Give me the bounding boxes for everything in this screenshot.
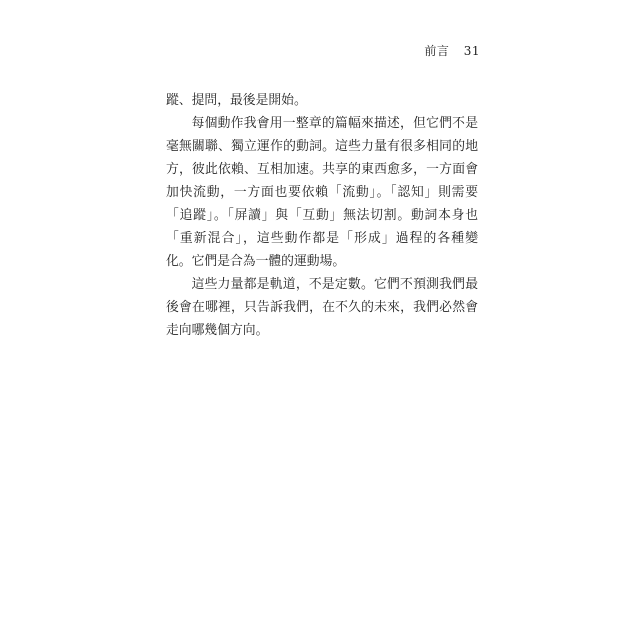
section-title: 前言 xyxy=(424,44,450,58)
paragraph-2: 每個動作我會用一整章的篇幅來描述，但它們不是毫無關聯、獨立運作的動詞。這些力量有很多相同的地方，彼此依賴、互相加速。共享的東西愈多，一方面會加快流動，一方面也要依賴「流動」。「認知」則需要「追蹤」。「屏讀」與「互動」無法切割。動詞本身也「重新混合」，這些動作都是「形成」過程的各種變化。它們是合為一體的運動場。 xyxy=(166,116,478,269)
running-header xyxy=(424,42,480,59)
body-text xyxy=(166,89,478,342)
page-number: 31 xyxy=(463,44,480,58)
paragraph-1: 蹤、提問，最後是開始。 xyxy=(166,93,307,108)
paragraph-3: 這些力量都是軌道，不是定數。它們不預測我們最後會在哪裡，只告訴我們，在不久的未來，我們必然會走向哪幾個方向。 xyxy=(166,277,478,338)
